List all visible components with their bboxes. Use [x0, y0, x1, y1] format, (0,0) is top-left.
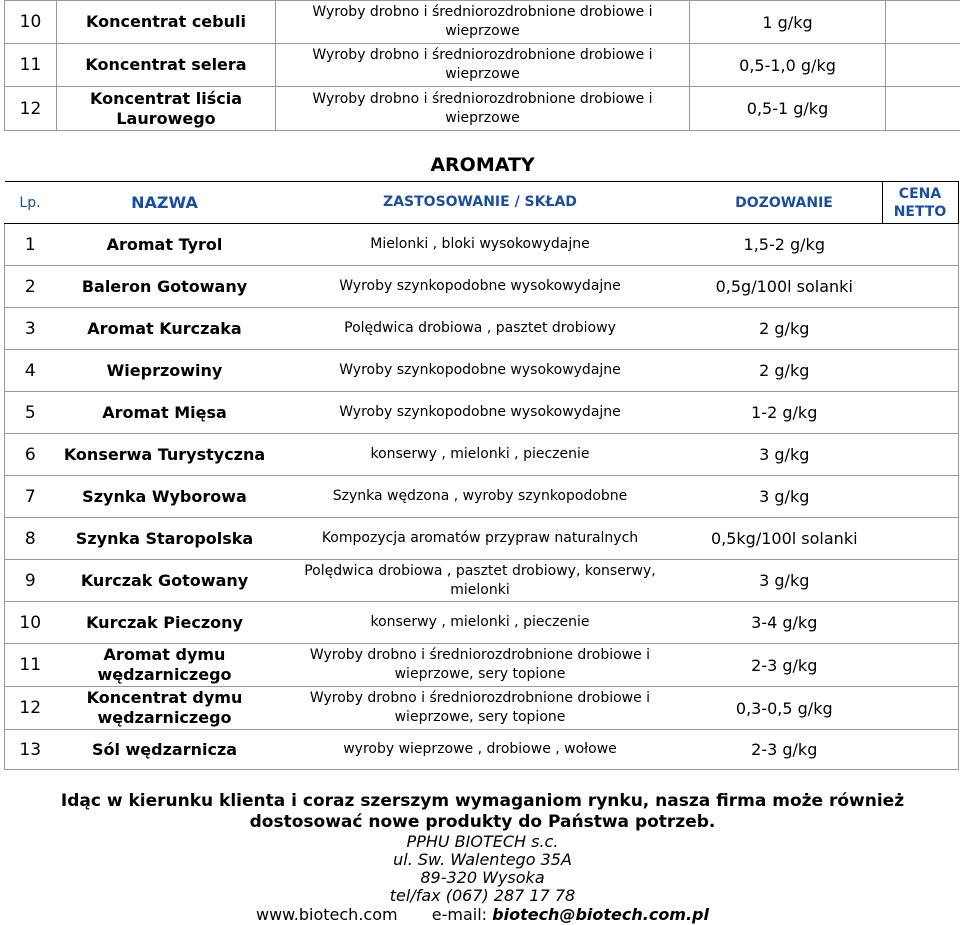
product-dose: 0,5-1 g/kg [690, 87, 886, 131]
previous-page-table [4, 0, 960, 131]
row-number: 9 [5, 560, 56, 602]
row-number: 1 [5, 224, 56, 266]
product-price [882, 350, 958, 392]
product-dose: 0,5-1,0 g/kg [690, 44, 886, 87]
product-price [882, 434, 958, 476]
product-usage: Szynka wędzona , wyroby szynkopodobne [274, 476, 687, 518]
row-number: 7 [5, 476, 56, 518]
product-dose: 2 g/kg [687, 308, 883, 350]
product-dose: 1,5-2 g/kg [687, 224, 883, 266]
product-dose: 1-2 g/kg [687, 392, 883, 434]
product-name: Koncentrat selera [57, 44, 276, 87]
product-price [882, 308, 958, 350]
row-number: 3 [5, 308, 56, 350]
row-number: 11 [5, 644, 56, 687]
product-dose: 2-3 g/kg [687, 644, 883, 687]
table-row [5, 392, 959, 434]
product-dose: 1 g/kg [690, 1, 886, 44]
product-dose: 3 g/kg [687, 476, 883, 518]
product-name: Aromat Mięsa [56, 392, 274, 434]
product-price [882, 224, 958, 266]
row-number: 11 [5, 44, 57, 87]
aromas-table [4, 181, 959, 770]
product-usage: Wyroby szynkopodobne wysokowydajne [274, 350, 687, 392]
product-name: Aromat dymu wędzarniczego [56, 644, 274, 687]
table-row [5, 1, 960, 44]
product-price [886, 44, 960, 87]
product-usage: wyroby wieprzowe , drobiowe , wołowe [274, 730, 687, 770]
row-number: 5 [5, 392, 56, 434]
product-name: Koncentrat dymu wędzarniczego [56, 687, 274, 730]
product-usage: Wyroby drobno i średniorozdrobnione drobiowe i wieprzowe, sery topione [274, 687, 687, 730]
row-number: 10 [5, 1, 57, 44]
product-usage: Wyroby szynkopodobne wysokowydajne [274, 266, 687, 308]
product-price [882, 392, 958, 434]
product-dose: 2-3 g/kg [687, 730, 883, 770]
product-name: Koncentrat liścia Laurowego [57, 87, 276, 131]
table-row [5, 730, 959, 770]
closing-statement-line-1: Idąc w kierunku klienta i coraz szerszym wymaganiom rynku, nasza firma może również [60, 791, 905, 811]
product-name: Kurczak Gotowany [56, 560, 274, 602]
product-dose: 3-4 g/kg [687, 602, 883, 644]
contact-line [0, 905, 960, 924]
product-usage: Wyroby drobno i średniorozdrobnione drobiowe i wieprzowe [276, 87, 690, 131]
section-title: AROMATY [430, 154, 535, 176]
product-usage: konserwy , mielonki , pieczenie [274, 434, 687, 476]
table-row [5, 44, 960, 87]
table-row [5, 350, 959, 392]
row-number: 10 [5, 602, 56, 644]
table-row [5, 266, 959, 308]
row-number: 4 [5, 350, 56, 392]
table-header [5, 182, 959, 224]
company-city: 89-320 Wysoka [420, 868, 545, 887]
product-name: Aromat Kurczaka [56, 308, 274, 350]
product-usage: Kompozycja aromatów przypraw naturalnych [274, 518, 687, 560]
product-price [882, 687, 958, 730]
row-number: 13 [5, 730, 56, 770]
product-dose: 0,3-0,5 g/kg [687, 687, 883, 730]
header-name: NAZWA [56, 182, 274, 224]
product-name: Koncentrat cebuli [57, 1, 276, 44]
product-dose: 3 g/kg [687, 434, 883, 476]
company-name: PPHU BIOTECH s.c. [406, 832, 559, 851]
product-name: Konserwa Turystyczna [56, 434, 274, 476]
product-usage: konserwy , mielonki , pieczenie [274, 602, 687, 644]
product-name: Szynka Staropolska [56, 518, 274, 560]
company-footer [0, 791, 960, 924]
table-row [5, 434, 959, 476]
product-name: Wieprzowiny [56, 350, 274, 392]
product-name: Szynka Wyborowa [56, 476, 274, 518]
product-name: Baleron Gotowany [56, 266, 274, 308]
product-usage: Polędwica drobiowa , pasztet drobiowy [274, 308, 687, 350]
header-price: CENA NETTO [882, 182, 958, 224]
product-usage: Wyroby drobno i średniorozdrobnione drobiowe i wieprzowe [276, 1, 690, 44]
table-row [5, 518, 959, 560]
product-price [882, 602, 958, 644]
product-price [882, 266, 958, 308]
product-price [882, 476, 958, 518]
product-name: Sól wędzarnicza [56, 730, 274, 770]
product-price [882, 518, 958, 560]
product-price [886, 1, 960, 44]
product-dose: 2 g/kg [687, 350, 883, 392]
product-dose: 0,5kg/100l solanki [687, 518, 883, 560]
table-row [5, 644, 959, 687]
table-row [5, 308, 959, 350]
product-usage: Wyroby drobno i średniorozdrobnione drobiowe i wieprzowe [276, 44, 690, 87]
table-row [5, 687, 959, 730]
table-row [5, 602, 959, 644]
table-row [5, 476, 959, 518]
product-price [882, 730, 958, 770]
company-street: ul. Sw. Walentego 35A [393, 850, 572, 869]
product-usage: Wyroby szynkopodobne wysokowydajne [274, 392, 687, 434]
table-row [5, 87, 960, 131]
header-usage: ZASTOSOWANIE / SKŁAD [274, 182, 687, 224]
table-row [5, 560, 959, 602]
header-lp: Lp. [5, 182, 56, 224]
product-dose: 0,5g/100l solanki [687, 266, 883, 308]
product-usage: Polędwica drobiowa , pasztet drobiowy, konserwy, mielonki [274, 560, 687, 602]
row-number: 6 [5, 434, 56, 476]
product-name: Aromat Tyrol [56, 224, 274, 266]
product-dose: 3 g/kg [687, 560, 883, 602]
row-number: 8 [5, 518, 56, 560]
product-name: Kurczak Pieczony [56, 602, 274, 644]
product-price [886, 87, 960, 131]
product-price [882, 644, 958, 687]
row-number: 12 [5, 87, 57, 131]
email-link[interactable]: biotech@biotech.com.pl [492, 905, 709, 924]
email-label: e-mail: [431, 905, 488, 924]
closing-statement-line-2: dostosować nowe produkty do Państwa potrzeb. [249, 812, 716, 832]
company-phone: tel/fax (067) 287 17 78 [389, 886, 576, 905]
website-link[interactable]: www.biotech.com [255, 905, 398, 924]
product-usage: Wyroby drobno i średniorozdrobnione drobiowe i wieprzowe, sery topione [274, 644, 687, 687]
header-dose: DOZOWANIE [687, 182, 883, 224]
row-number: 2 [5, 266, 56, 308]
row-number: 12 [5, 687, 56, 730]
product-usage: Mielonki , bloki wysokowydajne [274, 224, 687, 266]
product-price [882, 560, 958, 602]
table-row [5, 224, 959, 266]
